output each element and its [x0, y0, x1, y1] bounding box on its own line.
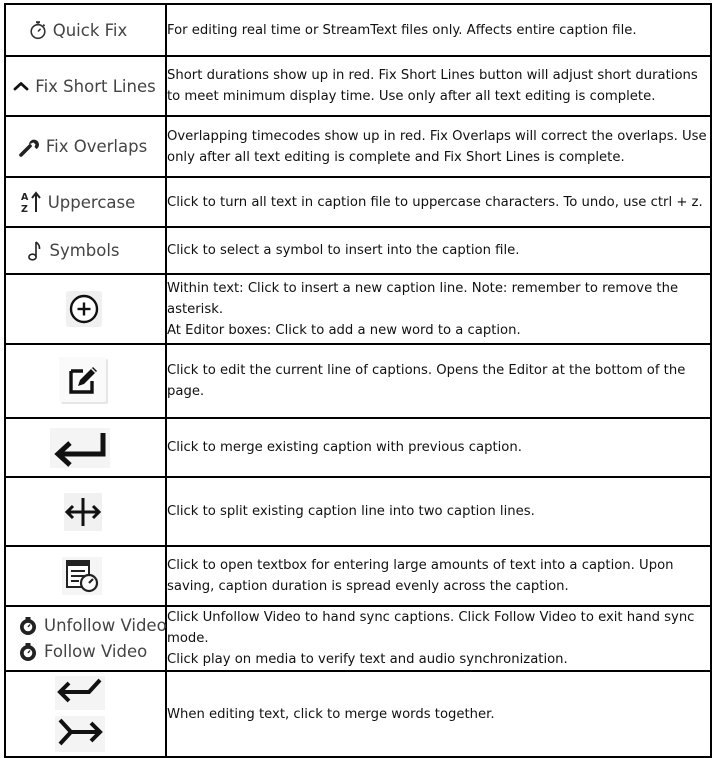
sort-az-icon [20, 190, 42, 214]
table-row [5, 418, 711, 477]
table-row [5, 56, 711, 116]
description: For editing real time or StreamText files only. Affects entire caption file. [166, 4, 711, 56]
button-label: Unfollow Video [44, 616, 167, 635]
description-line: Within text: Click to insert a new caption line. Note: remember to remove the asterisk. [167, 280, 679, 317]
merge-words-icon [55, 676, 105, 752]
plus-circle-icon [65, 290, 103, 328]
video-sync-icon [18, 642, 38, 662]
description [166, 274, 711, 344]
table-row [5, 671, 711, 757]
quick-fix-button[interactable] [0, 20, 165, 40]
table-row [5, 177, 711, 227]
description-line: Click play on media to verify text and audio synchronization. [167, 652, 568, 667]
icon-cell [5, 177, 166, 227]
button-label: Fix Short Lines [35, 76, 156, 96]
fix-short-lines-button[interactable] [4, 77, 165, 96]
icon-cell [5, 4, 166, 56]
merge-words-button[interactable] [0, 676, 165, 752]
svg-text:Z: Z [20, 204, 28, 214]
insert-caption-button[interactable] [2, 290, 165, 328]
icon-cell [5, 546, 166, 606]
svg-text:A: A [20, 192, 29, 203]
button-label: Symbols [49, 241, 120, 260]
music-note-icon [27, 240, 43, 262]
description: Short durations show up in red. Fix Short Lines button will adjust short durations to meet minimum display time. Use only after all text editing is complete. [166, 56, 711, 116]
wrench-icon [18, 136, 40, 158]
icon-cell [5, 274, 166, 344]
description [166, 606, 711, 671]
button-label: Uppercase [47, 192, 136, 212]
table-row [5, 227, 711, 274]
button-reference-table [4, 3, 712, 758]
video-sync-icon [18, 616, 38, 636]
icon-cell [5, 56, 166, 116]
merge-return-icon [50, 428, 110, 468]
split-caption-button[interactable] [1, 491, 165, 533]
description: Click to select a symbol to insert into the caption file. [166, 227, 711, 274]
description: Click to turn all text in caption file to uppercase characters. To undo, use ctrl + z. [166, 177, 711, 227]
description: Click to edit the current line of captions. Opens the Editor at the bottom of the page. [166, 344, 711, 418]
chevron-up-icon [13, 80, 29, 92]
symbols-button[interactable] [0, 240, 165, 262]
icon-cell [5, 671, 166, 757]
button-label: Follow Video [44, 642, 148, 661]
description: Click to merge existing caption with previous caption. [166, 418, 711, 477]
icon-cell [5, 344, 166, 418]
table-row [5, 274, 711, 344]
description: Click to split existing caption line into two caption lines. [166, 477, 711, 546]
textbox-button[interactable] [0, 557, 165, 595]
table-row [5, 4, 711, 56]
table-row [5, 344, 711, 418]
icon-cell [5, 227, 166, 274]
icon-cell [5, 606, 166, 671]
merge-caption-button[interactable] [0, 428, 165, 468]
description-line: Click Unfollow Video to hand sync captions. Click Follow Video to exit hand sync mode. [167, 610, 695, 646]
table-row [5, 606, 711, 671]
description: Click to open textbox for entering large amounts of text into a caption. Upon saving, caption duration is spread evenly across the caption. [166, 546, 711, 606]
description-line: At Editor boxes: Click to add a new word to a caption. [167, 322, 521, 338]
textbox-clock-icon [62, 557, 102, 595]
split-arrows-icon [62, 491, 104, 533]
fix-overlaps-button[interactable] [0, 136, 165, 158]
table-row [5, 477, 711, 546]
table-row [5, 546, 711, 606]
video-sync-buttons [6, 616, 165, 662]
description: When editing text, click to merge words together. [166, 671, 711, 757]
icon-cell [5, 477, 166, 546]
stopwatch-icon [29, 20, 47, 40]
icon-cell [5, 418, 166, 477]
edit-caption-button[interactable] [2, 356, 165, 406]
button-label: Quick Fix [52, 20, 128, 40]
follow-video-button[interactable] [18, 642, 147, 662]
unfollow-video-button[interactable] [18, 616, 167, 636]
button-label: Fix Overlaps [45, 137, 148, 156]
icon-cell [5, 116, 166, 177]
description: Overlapping timecodes show up in red. Fix Overlaps will correct the overlaps. Use only after all text editing is complete and Fix Short Lines is complete. [166, 116, 711, 177]
table-row [5, 116, 711, 177]
uppercase-button[interactable] [0, 190, 165, 214]
edit-icon [58, 356, 110, 406]
